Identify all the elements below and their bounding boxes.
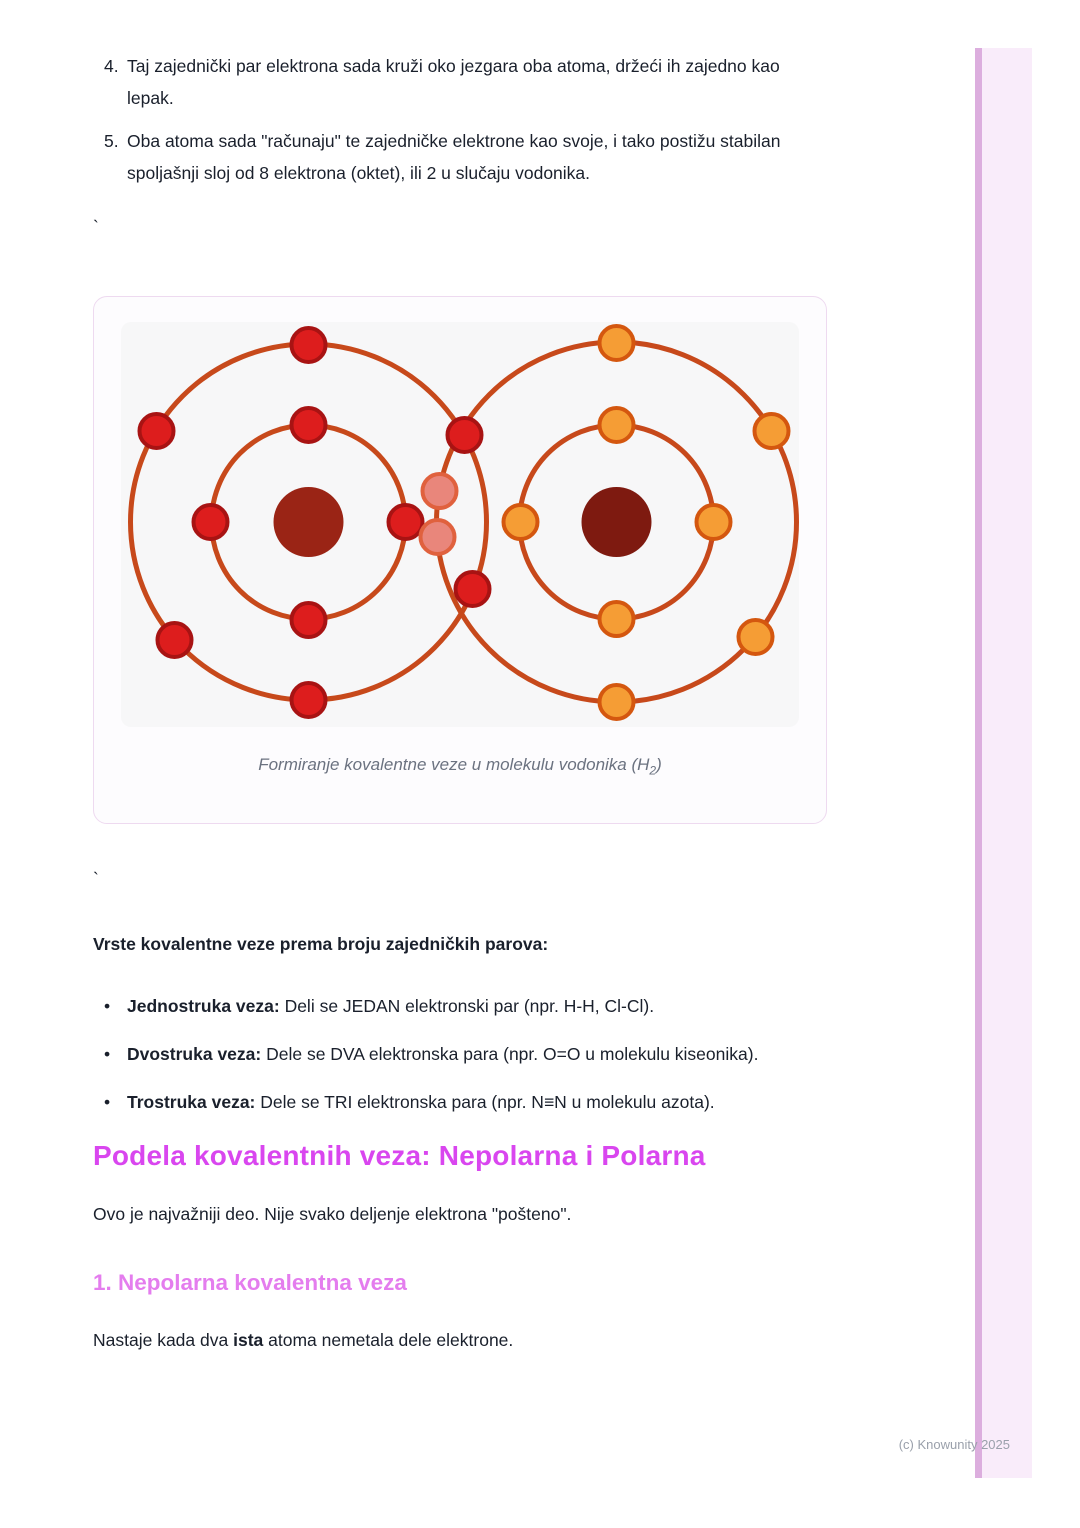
red-electron bbox=[448, 418, 482, 452]
copyright-footer: (c) Knowunity 2025 bbox=[898, 1437, 1010, 1452]
subsection-text-bold: ista bbox=[233, 1330, 264, 1350]
diagram-card bbox=[121, 322, 799, 727]
document-content bbox=[93, 50, 827, 1356]
red-electron bbox=[140, 414, 174, 448]
list-item bbox=[93, 1038, 827, 1070]
subsection-text-part: atoma nemetala dele elektrone. bbox=[263, 1330, 514, 1350]
subsection-heading: 1. Nepolarna kovalentna veza bbox=[93, 1270, 407, 1295]
red-electron bbox=[292, 328, 326, 362]
list-item bbox=[93, 1086, 827, 1118]
orange-electron bbox=[600, 685, 634, 719]
bond-type-desc: Deli se JEDAN elektronski par (npr. H-H, Cl-Cl). bbox=[279, 996, 655, 1016]
right-atom-nucleus bbox=[582, 487, 652, 557]
types-heading: Vrste kovalentne veze prema broju zajedničkih parova: bbox=[93, 934, 549, 954]
subsection-text bbox=[93, 1324, 827, 1356]
red-electron bbox=[194, 505, 228, 539]
shared-electron bbox=[421, 520, 455, 554]
figure-caption bbox=[121, 753, 799, 782]
bullet-icon: • bbox=[104, 996, 111, 1016]
section-intro: Ovo je najvažniji deo. Nije svako deljenje elektrona "pošteno". bbox=[93, 1204, 572, 1224]
bond-type-desc: Dele se DVA elektronska para (npr. O=O u molekulu kiseonika). bbox=[261, 1044, 759, 1064]
caption-subscript: 2 bbox=[649, 763, 657, 778]
red-electron bbox=[158, 623, 192, 657]
caption-text: Formiranje kovalentne veze u molekulu vodonika (H bbox=[258, 755, 650, 774]
list-item bbox=[93, 50, 827, 114]
list-item-number: 4. bbox=[104, 56, 119, 76]
red-electron bbox=[456, 572, 490, 606]
stray-backtick: ` bbox=[93, 869, 99, 889]
orange-electron bbox=[600, 326, 634, 360]
bullet-icon: • bbox=[104, 1092, 111, 1112]
orange-electron bbox=[600, 408, 634, 442]
list-item-text bbox=[127, 1038, 817, 1070]
red-electron bbox=[389, 505, 423, 539]
bullet-icon: • bbox=[104, 1044, 111, 1064]
red-electron bbox=[292, 603, 326, 637]
subsection-text-part: Nastaje kada dva bbox=[93, 1330, 234, 1350]
shared-electron bbox=[423, 474, 457, 508]
orange-electron bbox=[697, 505, 731, 539]
red-electron bbox=[292, 408, 326, 442]
bond-types-list bbox=[93, 990, 827, 1118]
stray-backtick: ` bbox=[93, 217, 99, 237]
section-heading: Podela kovalentnih veza: Nepolarna i Polarna bbox=[93, 1140, 706, 1171]
orange-electron bbox=[755, 414, 789, 448]
red-electron bbox=[292, 683, 326, 717]
bohr-model-diagram bbox=[121, 322, 799, 727]
list-item-text bbox=[127, 1086, 817, 1118]
orange-electron bbox=[600, 602, 634, 636]
list-item bbox=[93, 990, 827, 1022]
left-atom-nucleus bbox=[274, 487, 344, 557]
orange-electron bbox=[739, 620, 773, 654]
covalent-bond-figure bbox=[93, 296, 827, 824]
bond-type-term: Jednostruka veza: bbox=[127, 996, 280, 1016]
bond-type-desc: Dele se TRI elektronska para (npr. N≡N u molekulu azota). bbox=[255, 1092, 715, 1112]
bond-type-term: Dvostruka veza: bbox=[127, 1044, 262, 1064]
bond-type-term: Trostruka veza: bbox=[127, 1092, 256, 1112]
list-item-number: 5. bbox=[104, 131, 119, 151]
list-item-text: Taj zajednički par elektrona sada kruži oko jezgara oba atoma, držeći ih zajedno kao lepak. bbox=[127, 56, 780, 108]
orange-electron bbox=[504, 505, 538, 539]
right-margin-accent bbox=[975, 48, 1032, 1478]
list-item bbox=[93, 125, 827, 189]
numbered-list bbox=[93, 50, 827, 189]
list-item-text bbox=[127, 990, 817, 1022]
caption-text: ) bbox=[656, 755, 662, 774]
list-item-text: Oba atoma sada "računaju" te zajedničke elektrone kao svoje, i tako postižu stabilan spoljašnji sloj od 8 elektrona (oktet), ili 2 u slučaju vodonika. bbox=[127, 131, 781, 183]
